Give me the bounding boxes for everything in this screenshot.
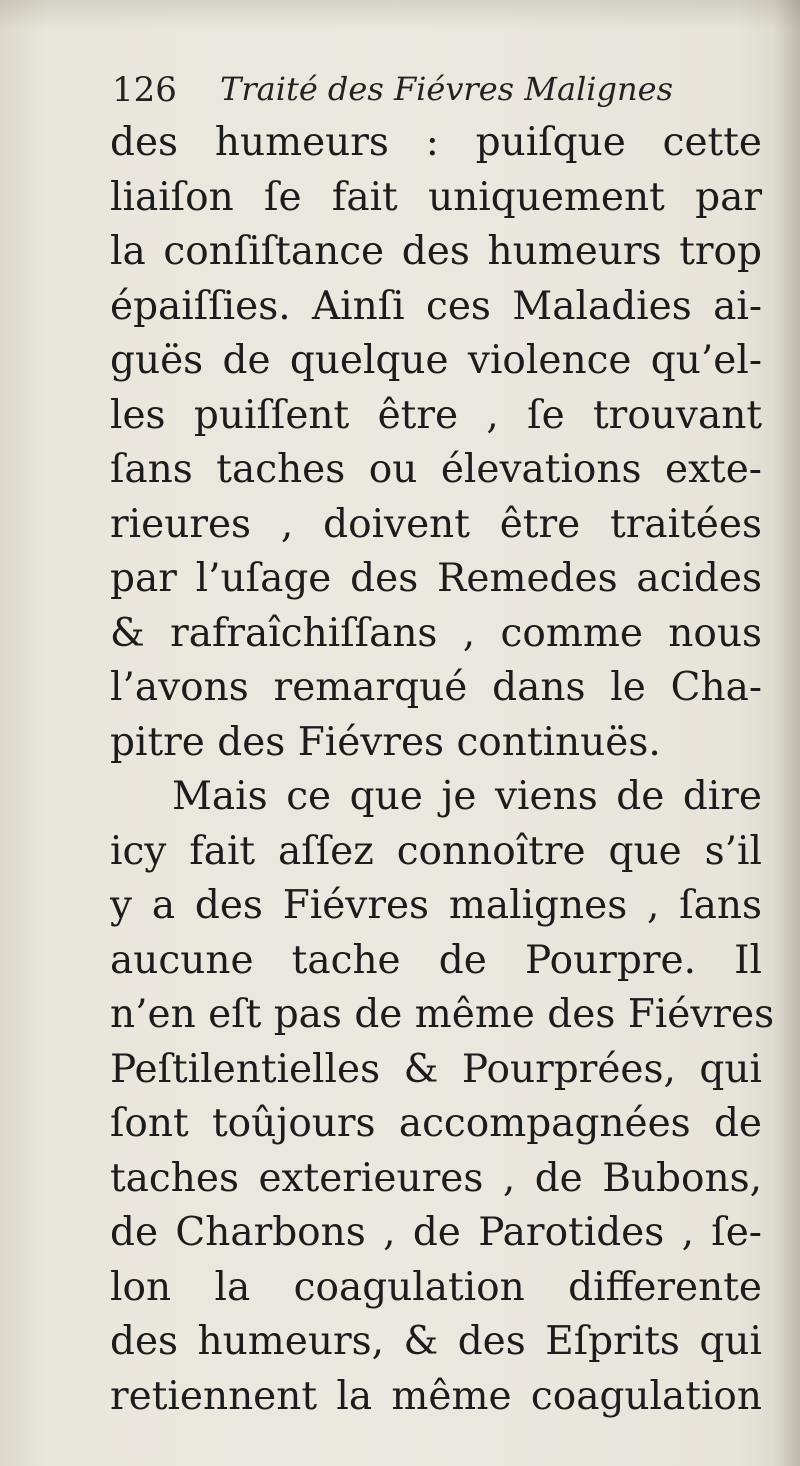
text-line: pitre des Fiévres continuës. <box>110 719 661 765</box>
text-line: taches exterieures , de Bubons, <box>110 1155 762 1201</box>
page-number: 126 <box>112 70 177 110</box>
text-line: Peſtilentielles & Pourprées, qui <box>110 1046 762 1092</box>
text-line: les puiſſent être , ſe trouvant <box>110 392 762 438</box>
text-line: l’avons remarqué dans le Cha- <box>110 665 762 710</box>
text-line: épaiſſies. Ainſi ces Maladies ai- <box>110 283 762 329</box>
text-line: retiennent la même coagulation <box>110 1373 762 1419</box>
body-text <box>110 116 775 1424</box>
text-line: des humeurs : puiſque cette <box>110 120 762 165</box>
page-top-shadow <box>0 0 800 30</box>
text-line: rieures , doivent être traitées <box>110 501 762 547</box>
text-line: ſont toûjours accompagnées de <box>110 1101 762 1146</box>
text-line: de Charbons , de Parotides , ſe- <box>110 1210 762 1255</box>
text-line: y a des Fiévres malignes , ſans <box>110 883 762 928</box>
text-line: n’en eſt pas de même des Fiévres <box>110 992 775 1037</box>
text-line: la conſiſtance des humeurs trop <box>110 229 762 274</box>
text-line: icy fait aſſez connoître que s’il <box>110 828 762 874</box>
text-line: guës de quelque violence qu’el- <box>110 338 762 383</box>
running-title: Traité des Fiévres Malignes <box>220 70 673 108</box>
text-line: lon la coagulation differente <box>110 1264 762 1310</box>
text-line: & rafraîchiſſans , comme nous <box>110 610 762 656</box>
text-line: aucune tache de Pourpre. Il <box>110 937 762 983</box>
page-gutter-shadow <box>774 0 800 1466</box>
text-line: ſans taches ou élevations exte- <box>110 447 762 492</box>
text-line: par l’uſage des Remedes acides <box>110 556 762 601</box>
text-line: liaiſon ſe fait uniquement par <box>110 174 762 220</box>
text-line-paragraph-start: Mais ce que je viens de dire <box>172 774 762 819</box>
page-header <box>112 70 712 116</box>
text-line: des humeurs, & des Eſprits qui <box>110 1319 762 1364</box>
